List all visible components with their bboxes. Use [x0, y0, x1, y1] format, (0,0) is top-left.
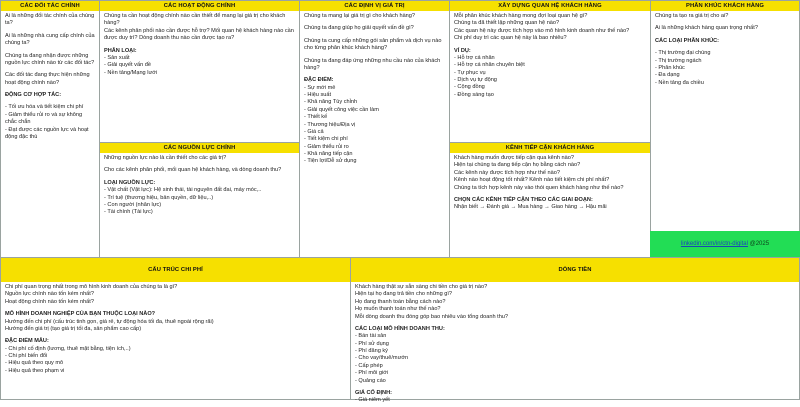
text-line: Ai là những đối tác chính của chúng ta?: [5, 13, 95, 27]
text-line: - Nền tảng đa chiều: [655, 79, 704, 86]
customer-segments-content: [651, 11, 799, 89]
text-line: - Tiết kiệm chi phí: [304, 136, 348, 143]
key-partners-block: [0, 0, 100, 258]
text-line: - Quảng cáo: [355, 377, 386, 384]
text-line: Hiện tại họ đang trả tiền cho những gì?: [355, 291, 453, 298]
cost-structure-title: CẤU TRÚC CHI PHÍ: [1, 258, 350, 282]
customer-segments-block: [650, 0, 800, 232]
text-line: GIÁ CỐ ĐỊNH:: [355, 389, 392, 396]
customer-relationships-block: [449, 0, 651, 143]
text-line: MÔ HÌNH DOANH NGHIỆP CỦA BẠN THUỘC LOẠI NÀO?: [5, 311, 156, 318]
key-resources-content: [100, 153, 299, 219]
text-line: ĐỘNG CƠ HỢP TÁC:: [5, 92, 62, 98]
linkedin-url[interactable]: linkedin.com/in/ctn-digital: [680, 241, 748, 247]
text-line: Chi phí quan trọng nhất trong mô hình kinh doanh của chúng ta là gì?: [5, 284, 178, 290]
key-resources-block: [99, 142, 300, 258]
text-line: PHÂN LOẠI:: [104, 47, 137, 54]
text-line: Cho các kênh phân phối, mối quan hệ khách hàng, và dòng doanh thu?: [104, 167, 282, 174]
text-line: - Thương hiệu/Địa vị: [304, 121, 356, 128]
text-line: - Đa dạng: [655, 72, 680, 79]
text-line: - Đồng sáng tạo: [454, 91, 494, 98]
customer-segments-title: PHÂN KHÚC KHÁCH HÀNG: [651, 1, 799, 11]
text-line: Chúng ta tạo ra giá trị cho ai?: [655, 13, 729, 19]
text-line: Chúng ta tích hợp kênh này vào thói quen khách hàng như thế nào?: [454, 184, 624, 191]
channels-title: KÊNH TIẾP CẬN KHÁCH HÀNG: [450, 143, 650, 153]
text-line: - Giảm thiểu rủi ro: [304, 143, 349, 150]
value-propositions-content: [300, 11, 449, 168]
text-line: Nguồn lực chính nào tốn kém nhất?: [5, 291, 94, 298]
text-line: - Giải quyết vấn đề: [104, 62, 151, 69]
text-line: - Phí đăng ký: [355, 348, 388, 354]
text-line: Chúng ta cần hoạt động chính nào cần thiết để mang lại giá trị cho khách hàng?: [104, 13, 286, 27]
text-line: Chúng ta đang đáp ứng những nhu cầu nào của khách hàng?: [304, 57, 441, 71]
text-line: - Hỗ trợ cá nhân: [454, 54, 495, 61]
text-line: - Hiệu quả theo phạm vi: [5, 367, 65, 374]
text-line: ĐẶC ĐIỂM:: [304, 77, 334, 84]
text-line: - Tự phục vụ: [454, 69, 486, 76]
text-line: Nhận biết → Đánh giá → Mua hàng → Giao hàng → Hậu mãi: [454, 204, 607, 211]
text-line: Các quan hệ này được tích hợp vào mô hình kinh doanh như thế nào?: [454, 27, 630, 34]
customer-relationships-content: [450, 11, 650, 101]
text-line: - Tiện lợi/Dễ sử dụng: [304, 158, 357, 165]
value-propositions-title: CÁC ĐỊNH VỊ GIÁ TRỊ: [300, 1, 449, 11]
text-line: - Khả năng Tùy chỉnh: [304, 99, 358, 106]
customer-relationships-title: XÂY DỰNG QUAN HỆ KHÁCH HÀNG: [450, 1, 650, 11]
text-line: - Thị trường đại chúng: [655, 50, 711, 57]
text-line: - Khả năng tiếp cận: [304, 151, 353, 157]
revenue-streams-content: [351, 282, 799, 407]
key-resources-title: CÁC NGUỒN LỰC CHÍNH: [100, 143, 299, 153]
text-line: VÍ DỤ:: [454, 47, 471, 54]
text-line: - Phí sử dụng: [355, 340, 389, 347]
text-line: Khách hàng muốn được tiếp cận qua kênh nào?: [454, 155, 574, 161]
text-line: Các kênh phân phối nào cần được hỗ trợ? Mối quan hệ khách hàng nào cần được duy trì? Dòng doanh thu nào cần được tạo ra?: [104, 27, 294, 42]
text-line: Những nguồn lực nào là cần thiết cho các giá trị?: [104, 155, 227, 161]
text-line: - Thiết kế: [304, 114, 328, 121]
text-line: - Cấp phép: [355, 362, 383, 369]
text-line: - Thị trường ngách: [655, 57, 702, 64]
text-line: - Đạt được các nguồn lực và hoạt động đặc thù: [5, 126, 89, 140]
text-line: CHỌN CÁC KÊNH TIẾP CẬN THEO CÁC GIAI ĐOẠN:: [454, 196, 593, 203]
text-line: - Bán tài sản: [355, 333, 387, 340]
text-line: Chúng ta đang giúp họ giải quyết vấn đề gì?: [304, 25, 414, 32]
text-line: - Vật chất (Vật lực): Hệ sinh thái, tài nguyên đất đai, máy móc,..: [104, 187, 262, 194]
text-line: - Nền tảng/Mạng lưới: [104, 69, 158, 76]
text-line: - Phí môi giới: [355, 370, 389, 377]
cost-structure-content: [1, 282, 350, 377]
text-line: Hướng đến giá trị (tạo giá trị tối đa, sản phẩm cao cấp): [5, 325, 142, 332]
text-line: - Chi phí biến đổi: [5, 353, 48, 359]
text-line: Họ muốn thanh toán như thế nào?: [355, 306, 441, 313]
text-line: - Giá cả: [304, 128, 324, 135]
text-line: Các đối tác đang thực hiện những hoạt động chính nào?: [5, 72, 90, 86]
text-line: Ai là những khách hàng quan trọng nhất?: [655, 25, 758, 32]
text-line: - Hiệu quả theo quy mô: [5, 360, 64, 367]
text-line: Hoạt động chính nào tốn kém nhất?: [5, 298, 94, 305]
text-line: - Cho vay/thuê/mướn: [355, 355, 409, 362]
text-line: - Tài chính (Tài lực): [104, 209, 153, 216]
key-activities-block: [99, 0, 300, 143]
text-line: Chúng ta đang nhận được những nguồn lực chính nào từ các đối tác?: [5, 52, 95, 66]
revenue-streams-title: DÒNG TIỀN: [351, 258, 799, 282]
text-line: - Chi phí cố định (lương, thuê mặt bằng, tiện ích,..): [5, 345, 131, 352]
text-line: Kênh nào hoạt động tốt nhất? Kênh nào tiết kiệm chi phí nhất?: [454, 177, 610, 184]
text-line: - Giải quyết công việc cần làm: [304, 106, 379, 113]
text-line: Ai là những nhà cung cấp chính của chúng ta?: [5, 32, 95, 47]
text-line: - Trí tuệ (thương hiệu, bản quyền, dữ liệu,..): [104, 194, 214, 201]
value-propositions-block: [299, 0, 450, 258]
text-line: - Tối ưu hóa và tiết kiệm chi phí: [5, 104, 84, 111]
text-line: CÁC LOẠI MÔ HÌNH DOANH THU:: [355, 325, 445, 332]
text-line: CÁC LOẠI PHÂN KHÚC:: [655, 37, 720, 44]
text-line: - Dịch vụ tự động: [454, 77, 497, 83]
cost-structure-block: [0, 257, 351, 400]
text-line: Các kênh này được tích hợp như thế nào?: [454, 169, 560, 176]
text-line: - Giá niêm yết: [355, 397, 390, 404]
key-partners-content: [1, 11, 99, 143]
text-line: Khách hàng thật sự sẵn sàng chi tiền cho giá trị nào?: [355, 284, 488, 290]
text-line: Chúng ta mang lại giá trị gì cho khách hàng?: [304, 13, 416, 19]
text-line: - Hiệu suất: [304, 92, 332, 98]
channels-content: [450, 153, 650, 214]
text-line: - Giảm thiểu rủi ro và sự không chắc chắn: [5, 111, 83, 126]
key-partners-title: CÁC ĐỐI TÁC CHÍNH: [1, 1, 99, 11]
text-line: - Cộng đồng: [454, 84, 485, 91]
channels-block: [449, 142, 651, 258]
text-line: ĐẶC ĐIỂM MẪU:: [5, 338, 49, 345]
text-line: Chúng ta cung cấp những gói sản phẩm và dịch vụ nào cho từng phân khúc khách hàng?: [304, 37, 442, 52]
key-activities-title: CÁC HOẠT ĐỘNG CHÍNH: [100, 1, 299, 11]
text-line: - Sự mới mẻ: [304, 84, 336, 91]
credit-year: @2025: [747, 241, 770, 247]
revenue-streams-block: [350, 257, 800, 404]
text-line: Họ đang thanh toán bằng cách nào?: [355, 298, 446, 305]
key-activities-content: [100, 11, 299, 79]
text-line: Mỗi phân khúc khách hàng mong đợi loại quan hệ gì?: [454, 13, 588, 19]
linkedin-credit[interactable]: [650, 231, 800, 258]
text-line: - Phân khúc: [655, 64, 685, 71]
text-line: Hướng đến chi phí (cấu trúc tinh gọn, giá rẻ, tự động hóa tối đa, thuê ngoài rộng rãi): [5, 318, 214, 325]
text-line: Hiện tại chúng ta đang tiếp cận họ bằng cách nào?: [454, 162, 581, 169]
text-line: Chúng ta đã thiết lập những quan hệ nào?: [454, 20, 560, 27]
text-line: - Sản xuất: [104, 54, 130, 61]
text-line: LOẠI NGUỒN LỰC:: [104, 179, 156, 186]
text-line: - Hỗ trợ cá nhân chuyên biệt: [454, 62, 525, 69]
text-line: Mỗi dòng doanh thu đóng góp bao nhiêu vào tổng doanh thu?: [355, 313, 509, 320]
text-line: - Con người (nhân lực): [104, 201, 162, 208]
text-line: Chi phí duy trì các quan hệ này là bao nhiêu?: [454, 35, 567, 42]
